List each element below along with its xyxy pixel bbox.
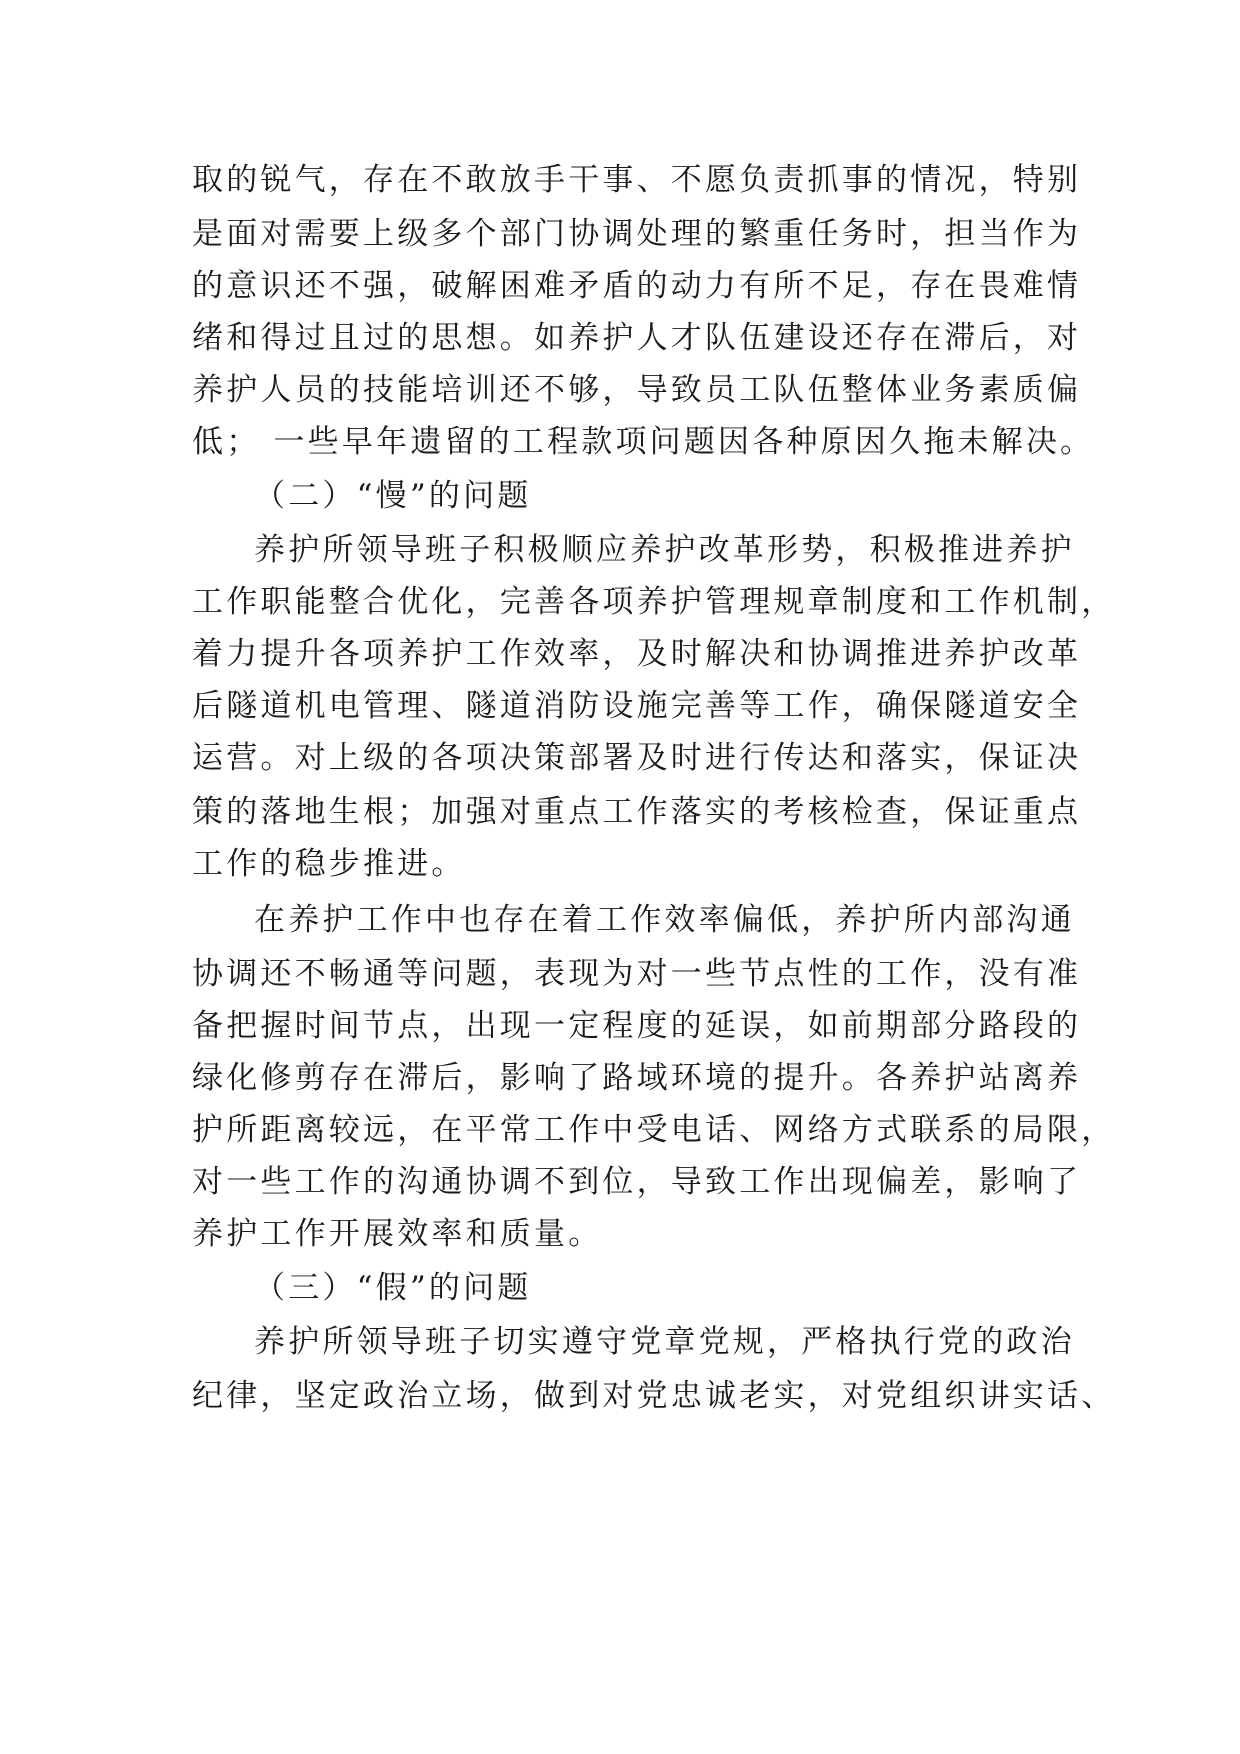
section-heading-3: （三）“假”的问题	[254, 1270, 532, 1306]
text-line: 的意识还不强，破解困难矛盾的动力有所不足，存在畏难情	[192, 268, 1082, 304]
text-line: 养护人员的技能培训还不够，导致员工队伍整体业务素质偏	[192, 372, 1082, 408]
text-line: 对一些工作的沟通协调不到位，导致工作出现偏差，影响了	[192, 1164, 1082, 1200]
text-line: 绪和得过且过的思想。如养护人才队伍建设还存在滞后，对	[192, 320, 1082, 356]
text-line: 是面对需要上级多个部门协调处理的繁重任务时，担当作为	[192, 216, 1082, 252]
text-line: 在养护工作中也存在着工作效率偏低，养护所内部沟通	[254, 902, 1075, 938]
text-line: 备把握时间节点，出现一定程度的延误，如前期部分路段的	[192, 1008, 1082, 1044]
text-line: 工作职能整合优化，完善各项养护管理规章制度和工作机制，	[192, 584, 1116, 620]
text-line: 策的落地生根；加强对重点工作落实的考核检查，保证重点	[192, 794, 1082, 830]
text-line: 护所距离较远，在平常工作中受电话、网络方式联系的局限，	[192, 1112, 1116, 1148]
text-line: 运营。对上级的各项决策部署及时进行传达和落实，保证决	[192, 740, 1082, 776]
text-line: 取的锐气，存在不敢放手干事、不愿负责抓事的情况，特别	[192, 162, 1082, 198]
text-line: 绿化修剪存在滞后，影响了路域环境的提升。各养护站离养	[192, 1060, 1082, 1096]
text-line: 工作的稳步推进。	[192, 846, 466, 882]
text-line: 着力提升各项养护工作效率，及时解决和协调推进养护改革	[192, 636, 1082, 672]
text-line: 低； 一些早年遗留的工程款项问题因各种原因久拖未解决。	[192, 424, 1095, 460]
text-line: 后隧道机电管理、隧道消防设施完善等工作，确保隧道安全	[192, 688, 1082, 724]
text-line: 养护工作开展效率和质量。	[192, 1216, 603, 1252]
text-line: 纪律，坚定政治立场，做到对党忠诚老实，对党组织讲实话、	[192, 1378, 1116, 1414]
text-line: 养护所领导班子积极顺应养护改革形势，积极推进养护	[254, 532, 1075, 568]
section-heading-2: （二）“慢”的问题	[254, 478, 532, 514]
text-line: 养护所领导班子切实遵守党章党规，严格执行党的政治	[254, 1324, 1075, 1360]
text-line: 协调还不畅通等问题，表现为对一些节点性的工作，没有准	[192, 956, 1082, 992]
